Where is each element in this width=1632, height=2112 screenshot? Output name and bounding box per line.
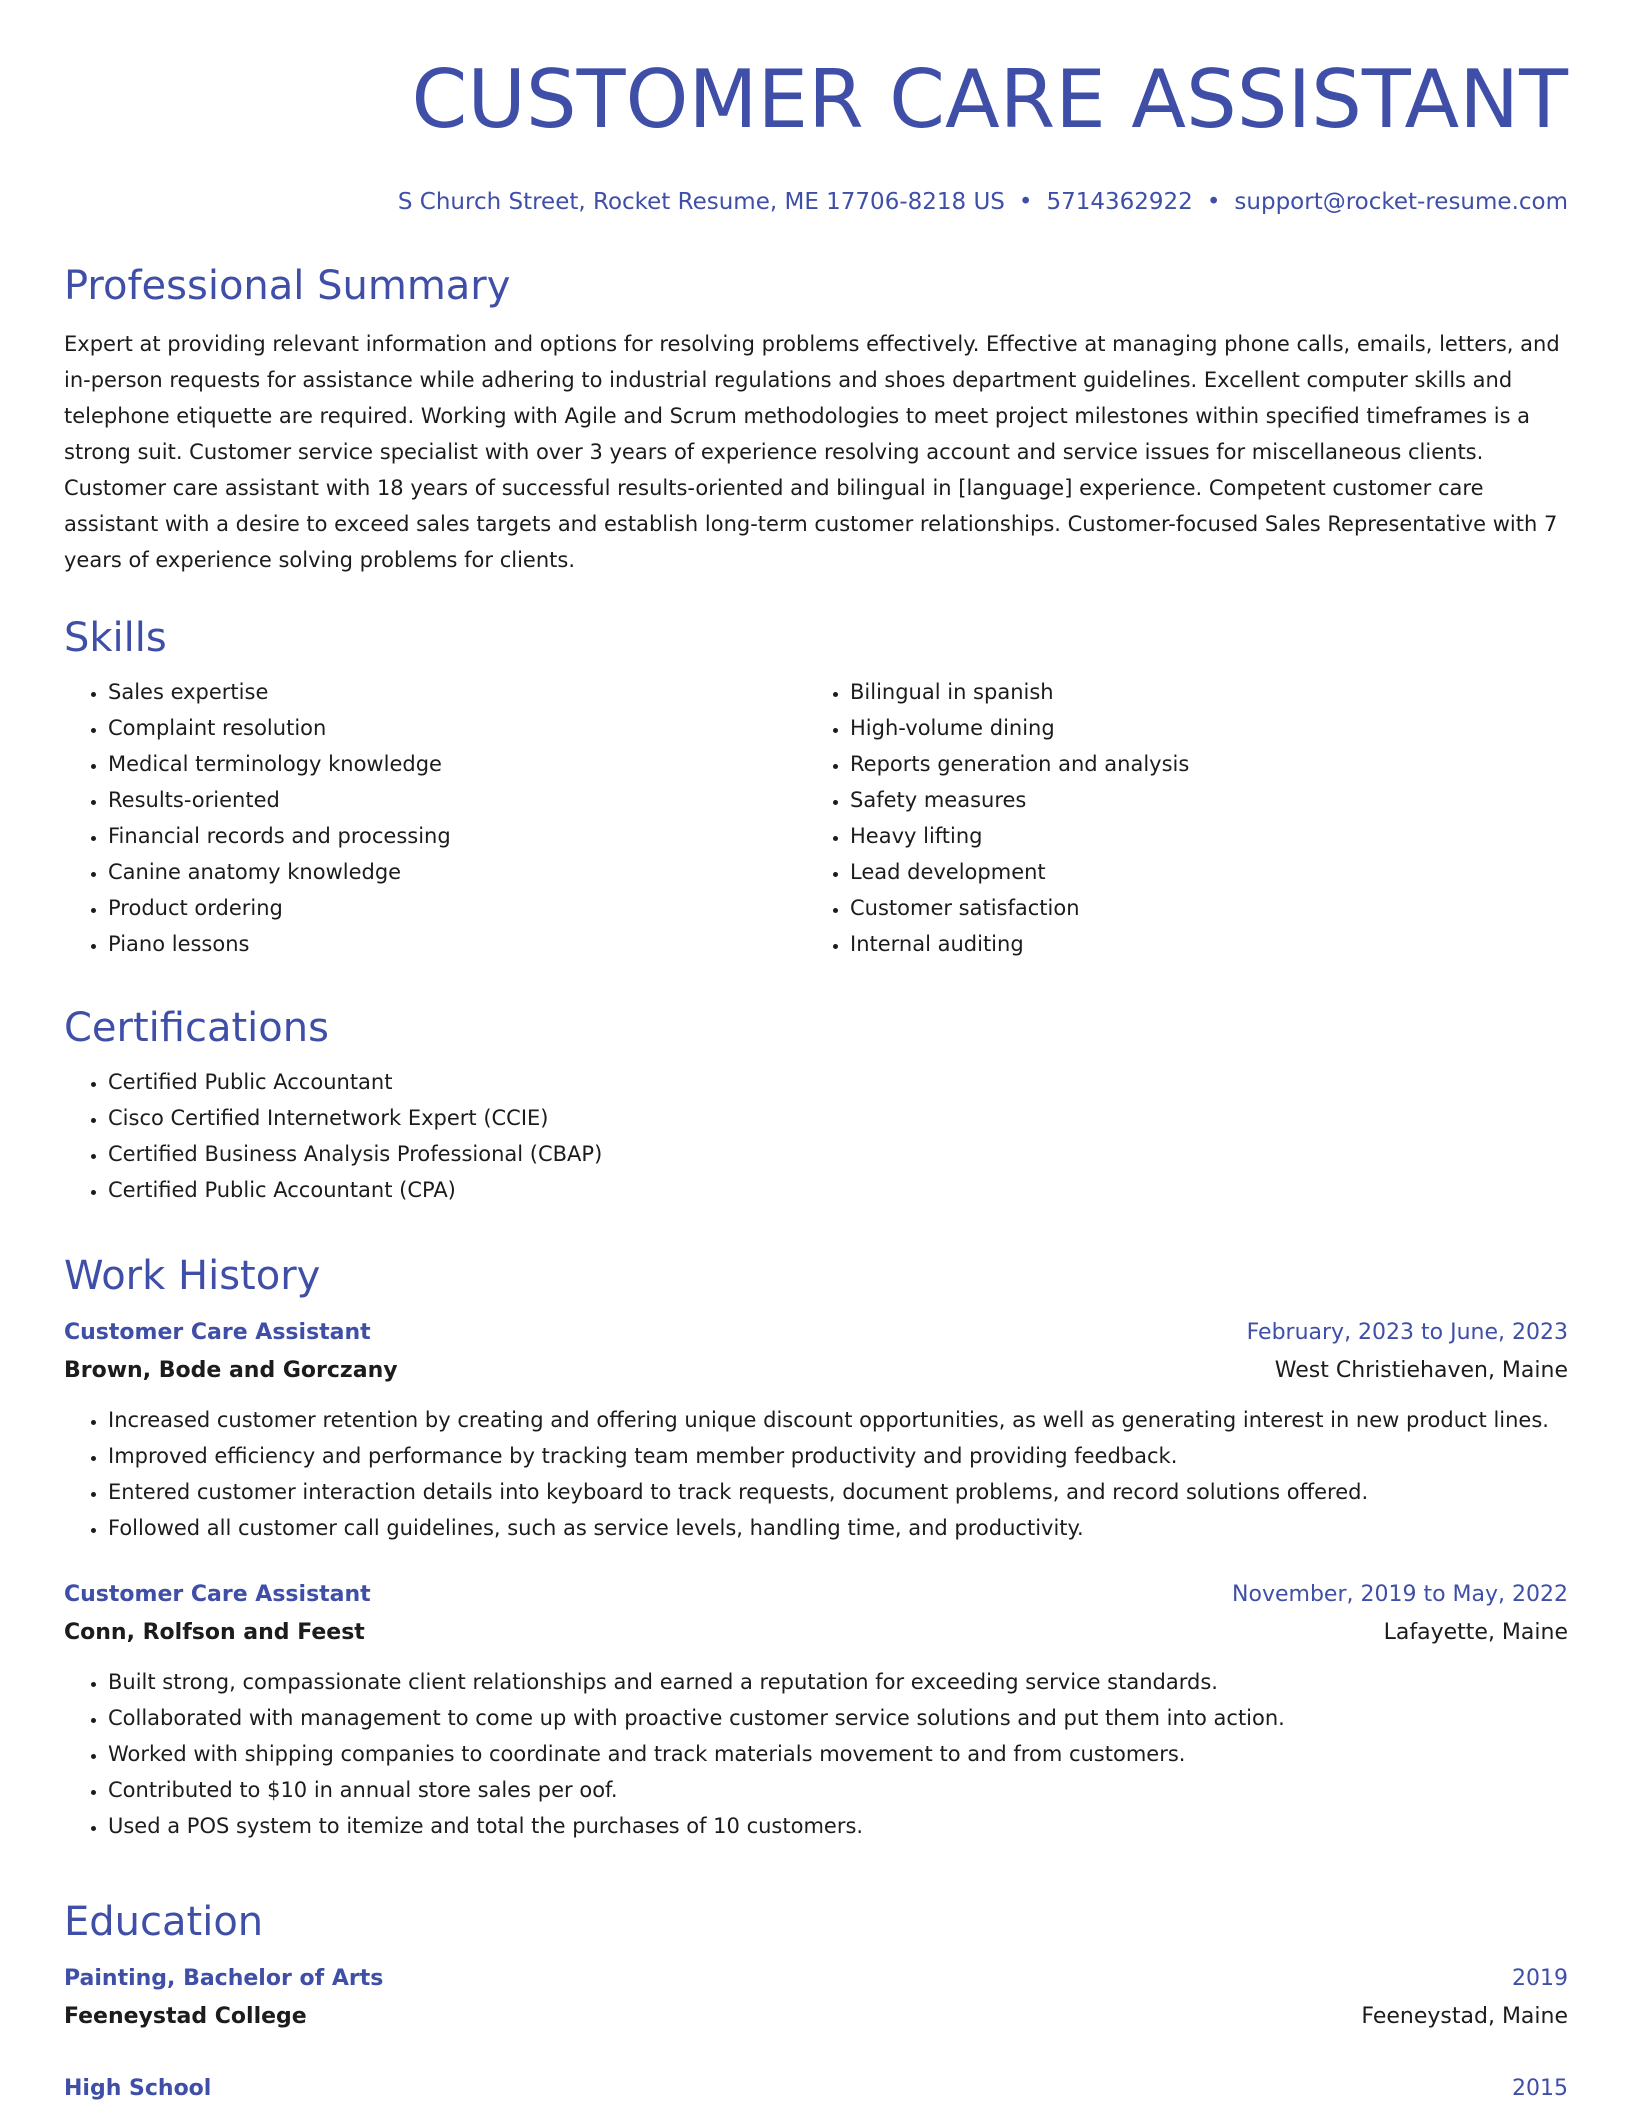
job-title: Customer Care Assistant <box>64 1320 371 1345</box>
job-location: West Christiehaven, Maine <box>1274 1358 1568 1383</box>
job-entry <box>64 1314 1568 1546</box>
list-item: • Certified Business Analysis Professional (CBAP) <box>108 1136 1568 1172</box>
education-section <box>64 1898 1568 2108</box>
list-item: • Piano lessons <box>108 926 806 962</box>
phone: 5714362922 <box>1046 189 1193 215</box>
work-history-section <box>64 1252 1568 1844</box>
education-entry <box>64 2070 1568 2108</box>
address: S Church Street, Rocket Resume, ME 17706-8218 US <box>397 189 1005 215</box>
candidate-name: CUSTOMER CARE ASSISTANT <box>411 53 1568 146</box>
list-item: • Cisco Certified Internetwork Expert (CCIE) <box>108 1100 1568 1136</box>
list-item: • Results-oriented <box>108 782 806 818</box>
skills-column-left <box>64 674 806 962</box>
school-location: Feeneystad, Maine <box>1361 2004 1568 2029</box>
list-item: • Customer satisfaction <box>850 890 1548 926</box>
skills-columns <box>64 674 1568 962</box>
list-item: • Improved efficiency and performance by tracking team member productivity and providing feedback. <box>108 1438 1568 1474</box>
list-item: • Bilingual in spanish <box>850 674 1548 710</box>
section-heading: Education <box>64 1899 264 1945</box>
list-item: • Complaint resolution <box>108 710 806 746</box>
section-heading: Professional Summary <box>64 263 511 309</box>
list-item: • Followed all customer call guidelines, such as service levels, handling time, and productivity. <box>108 1510 1568 1546</box>
job-location: Lafayette, Maine <box>1383 1620 1568 1645</box>
separator-dot: • <box>1018 189 1033 215</box>
skills-column-right <box>806 674 1548 962</box>
job-entry <box>64 1576 1568 1844</box>
list-item: • Lead development <box>850 854 1548 890</box>
list-item: • Sales expertise <box>108 674 806 710</box>
skills-section <box>64 614 1568 962</box>
list-item: • Heavy lifting <box>850 818 1548 854</box>
list-item: • Financial records and processing <box>108 818 806 854</box>
section-heading: Skills <box>64 615 167 661</box>
summary-text: Expert at providing relevant information and options for resolving problems effectively. Effective at managing phone calls, emails, letters, and in-person requests for assistance while adhering to industrial regulations and shoes department guidelines. Excellent computer skills and telephone etiquette are required. Working with Agile and Scrum methodologies to meet project milestones within specified timeframes is a strong suit. Customer service specialist with over 3 years of experience resolving account and service issues for miscellaneous clients. Customer care assistant with 18 years of successful results-oriented and bilingual in [language] experience. Competent customer care assistant with a desire to exceed sales targets and establish long-term customer relationships. Customer-focused Sales Representative with 7 years of experience solving problems for clients. <box>64 332 1560 572</box>
job-title: Customer Care Assistant <box>64 1582 371 1607</box>
list-item: • Built strong, compassionate client relationships and earned a reputation for exceeding service standards. <box>108 1664 1568 1700</box>
job-dates: February, 2023 to June, 2023 <box>1246 1320 1568 1345</box>
list-item: • Used a POS system to itemize and total the purchases of 10 customers. <box>108 1808 1568 1844</box>
list-item: • High-volume dining <box>850 710 1548 746</box>
list-item: • Worked with shipping companies to coordinate and track materials movement to and from customers. <box>108 1736 1568 1772</box>
graduation-year: 2015 <box>1512 2076 1568 2101</box>
list-item: • Reports generation and analysis <box>850 746 1548 782</box>
resume-header <box>398 52 1568 216</box>
degree: High School <box>64 2076 212 2101</box>
list-item: • Certified Public Accountant <box>108 1064 1568 1100</box>
list-item: • Entered customer interaction details into keyboard to track requests, document problems, and record solutions offered. <box>108 1474 1568 1510</box>
company-name: Brown, Bode and Gorczany <box>64 1358 398 1383</box>
list-item: • Canine anatomy knowledge <box>108 854 806 890</box>
degree: Painting, Bachelor of Arts <box>64 1966 384 1991</box>
company-name: Conn, Rolfson and Feest <box>64 1620 365 1645</box>
job-dates: November, 2019 to May, 2022 <box>1232 1582 1568 1607</box>
list-item: • Product ordering <box>108 890 806 926</box>
list-item: • Safety measures <box>850 782 1548 818</box>
job-bullets <box>64 1664 1568 1844</box>
list-item: • Medical terminology knowledge <box>108 746 806 782</box>
list-item: • Increased customer retention by creating and offering unique discount opportunities, as well as generating interest in new product lines. <box>108 1402 1568 1438</box>
section-heading: Work History <box>64 1253 321 1299</box>
separator-dot: • <box>1206 189 1221 215</box>
list-item: • Collaborated with management to come up with proactive customer service solutions and put them into action. <box>108 1700 1568 1736</box>
graduation-year: 2019 <box>1512 1966 1568 1991</box>
list-item: • Internal auditing <box>850 926 1548 962</box>
education-entry <box>64 1960 1568 2036</box>
certifications-list <box>64 1064 1568 1208</box>
list-item: • Contributed to $10 in annual store sales per oof. <box>108 1772 1568 1808</box>
school-name: Feeneystad College <box>64 2004 307 2029</box>
contact-line <box>398 188 1568 216</box>
job-bullets <box>64 1402 1568 1546</box>
section-heading: Certifications <box>64 1005 329 1051</box>
certifications-section <box>64 1004 1568 1208</box>
list-item: • Certified Public Accountant (CPA) <box>108 1172 1568 1208</box>
email-link[interactable]: support@rocket-resume.com <box>1234 189 1568 215</box>
summary-section <box>64 262 1568 578</box>
